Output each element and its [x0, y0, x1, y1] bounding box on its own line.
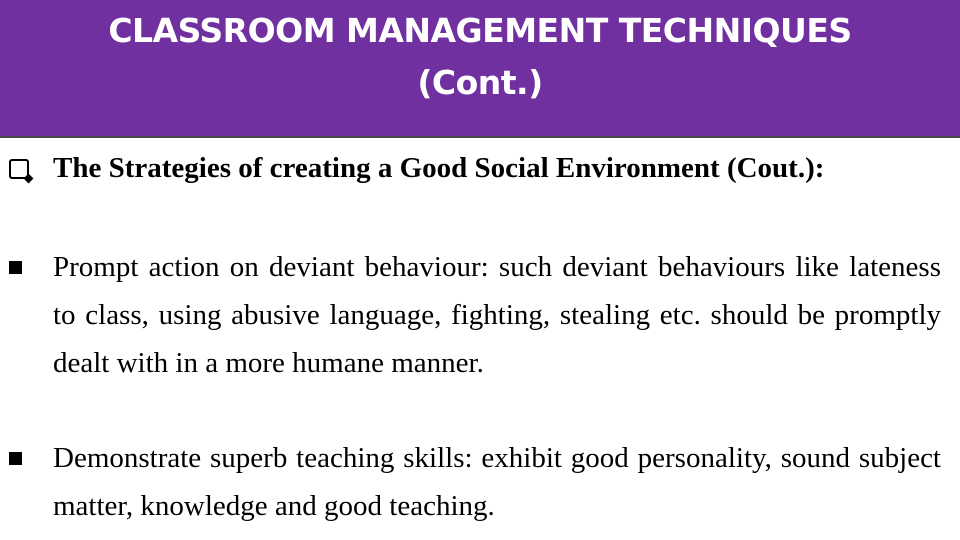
checkbox-bullet-icon: [9, 144, 29, 192]
slide-content: [0, 140, 960, 540]
slide-title-line-2: (Cont.): [417, 63, 543, 102]
bullet-item-1: Prompt action on deviant behaviour: such deviant behaviours like lateness to class, using abusive language, fighting, stealing etc. should be promptly dealt with in a more humane manner.: [53, 251, 941, 379]
square-bullet-icon: [9, 243, 22, 291]
slide-title-line-1: CLASSROOM MANAGEMENT TECHNIQUES: [108, 11, 852, 50]
section-heading: The Strategies of creating a Good Social Environment (Cout.):: [53, 152, 825, 184]
title-bar: [0, 0, 960, 138]
bullet-item-2: Demonstrate superb teaching skills: exhibit good personality, sound subject matter, knowledge and good teaching.: [53, 442, 941, 522]
square-bullet-icon: [9, 434, 22, 482]
